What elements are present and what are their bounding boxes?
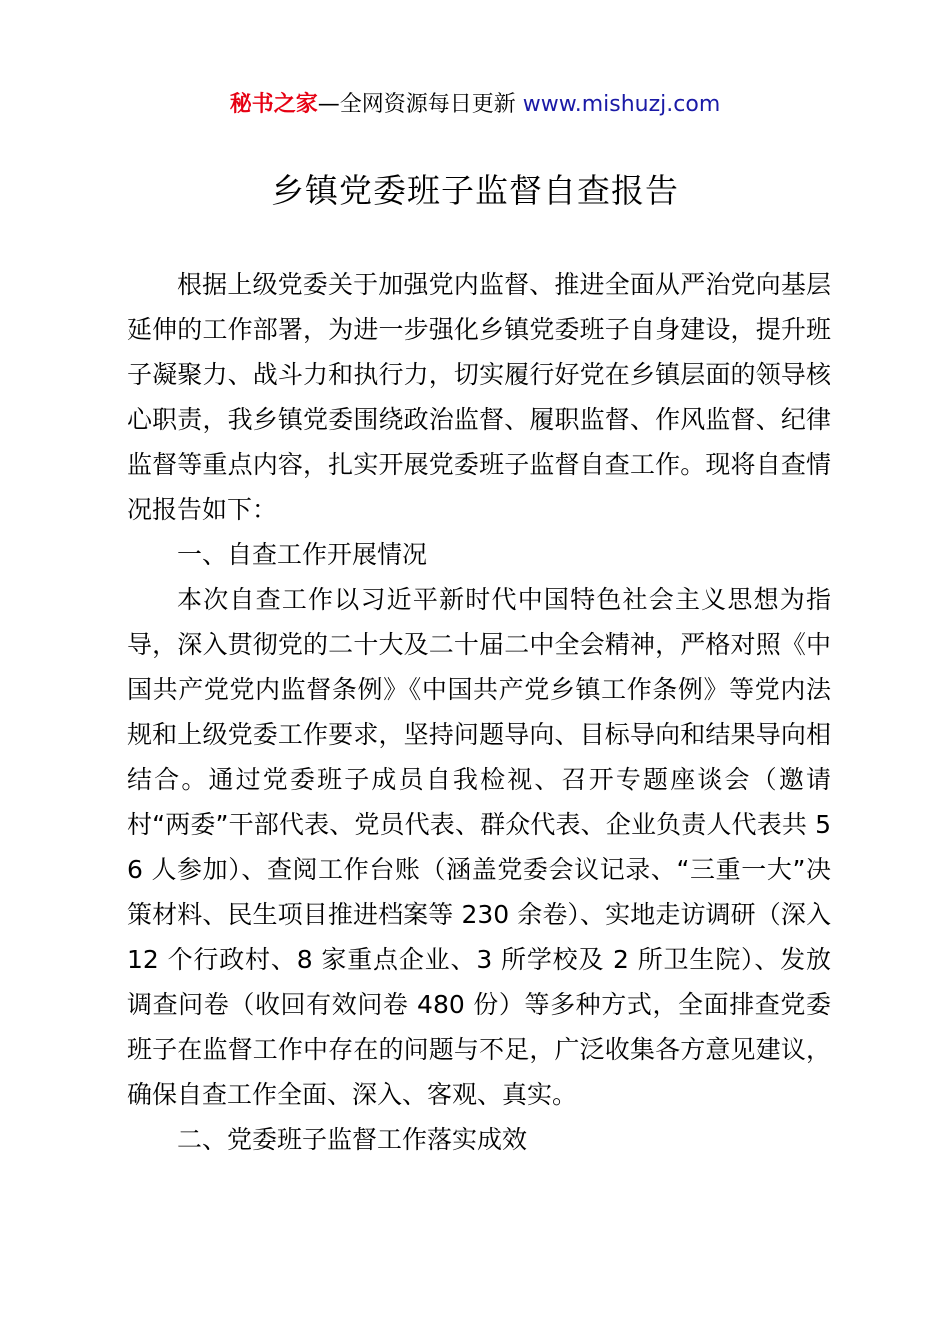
header-tagline: —全网资源每日更新 [317, 92, 523, 117]
document-title: 乡镇党委班子监督自查报告 [271, 171, 679, 210]
document-body [127, 262, 831, 1162]
site-header [0, 88, 950, 122]
brand-name: 秘书之家 [229, 92, 318, 117]
header-url-link[interactable]: www.mishuzj.com [522, 92, 721, 117]
section-heading-1: 一、自查工作开展情况 [177, 540, 428, 569]
intro-paragraph: 根据上级党委关于加强党内监督、推进全面从严治党向基层延伸的工作部署，为进一步强化乡镇党委班子自身建设，提升班子凝聚力、战斗力和执行力，切实履行好党在乡镇层面的领导核心职责，我乡镇党委围绕政治监督、履职监督、作风监督、纪律监督等重点内容，扎实开展党委班子监督自查工作。现将自查情况报告如下： [127, 270, 831, 524]
section-heading-2: 二、党委班子监督工作落实成效 [177, 1125, 528, 1154]
body-paragraph: 本次自查工作以习近平新时代中国特色社会主义思想为指导，深入贯彻党的二十大及二十届二中全会精神，严格对照《中国共产党党内监督条例》《中国共产党乡镇工作条例》等党内法规和上级党委工作要求，坚持问题导向、目标导向和结果导向相结合。通过党委班子成员自我检视、召开专题座谈会（邀请村“两委”干部代表、党员代表、群众代表、企业负责人代表共 56 人参加）、查阅工作台账（涵盖党委会议记录、“三重一大”决策材料、民生项目推进档案等 230 余卷）、实地走访调研（深入 12 个行政村、8 家重点企业、3 所学校及 2 所卫生院）、发放调查问卷（收回有效问卷 480 份）等多种方式，全面排查党委班子在监督工作中存在的问题与不足，广泛收集各方意见建议，确保自查工作全面、深入、客观、真实。 [127, 585, 831, 1109]
